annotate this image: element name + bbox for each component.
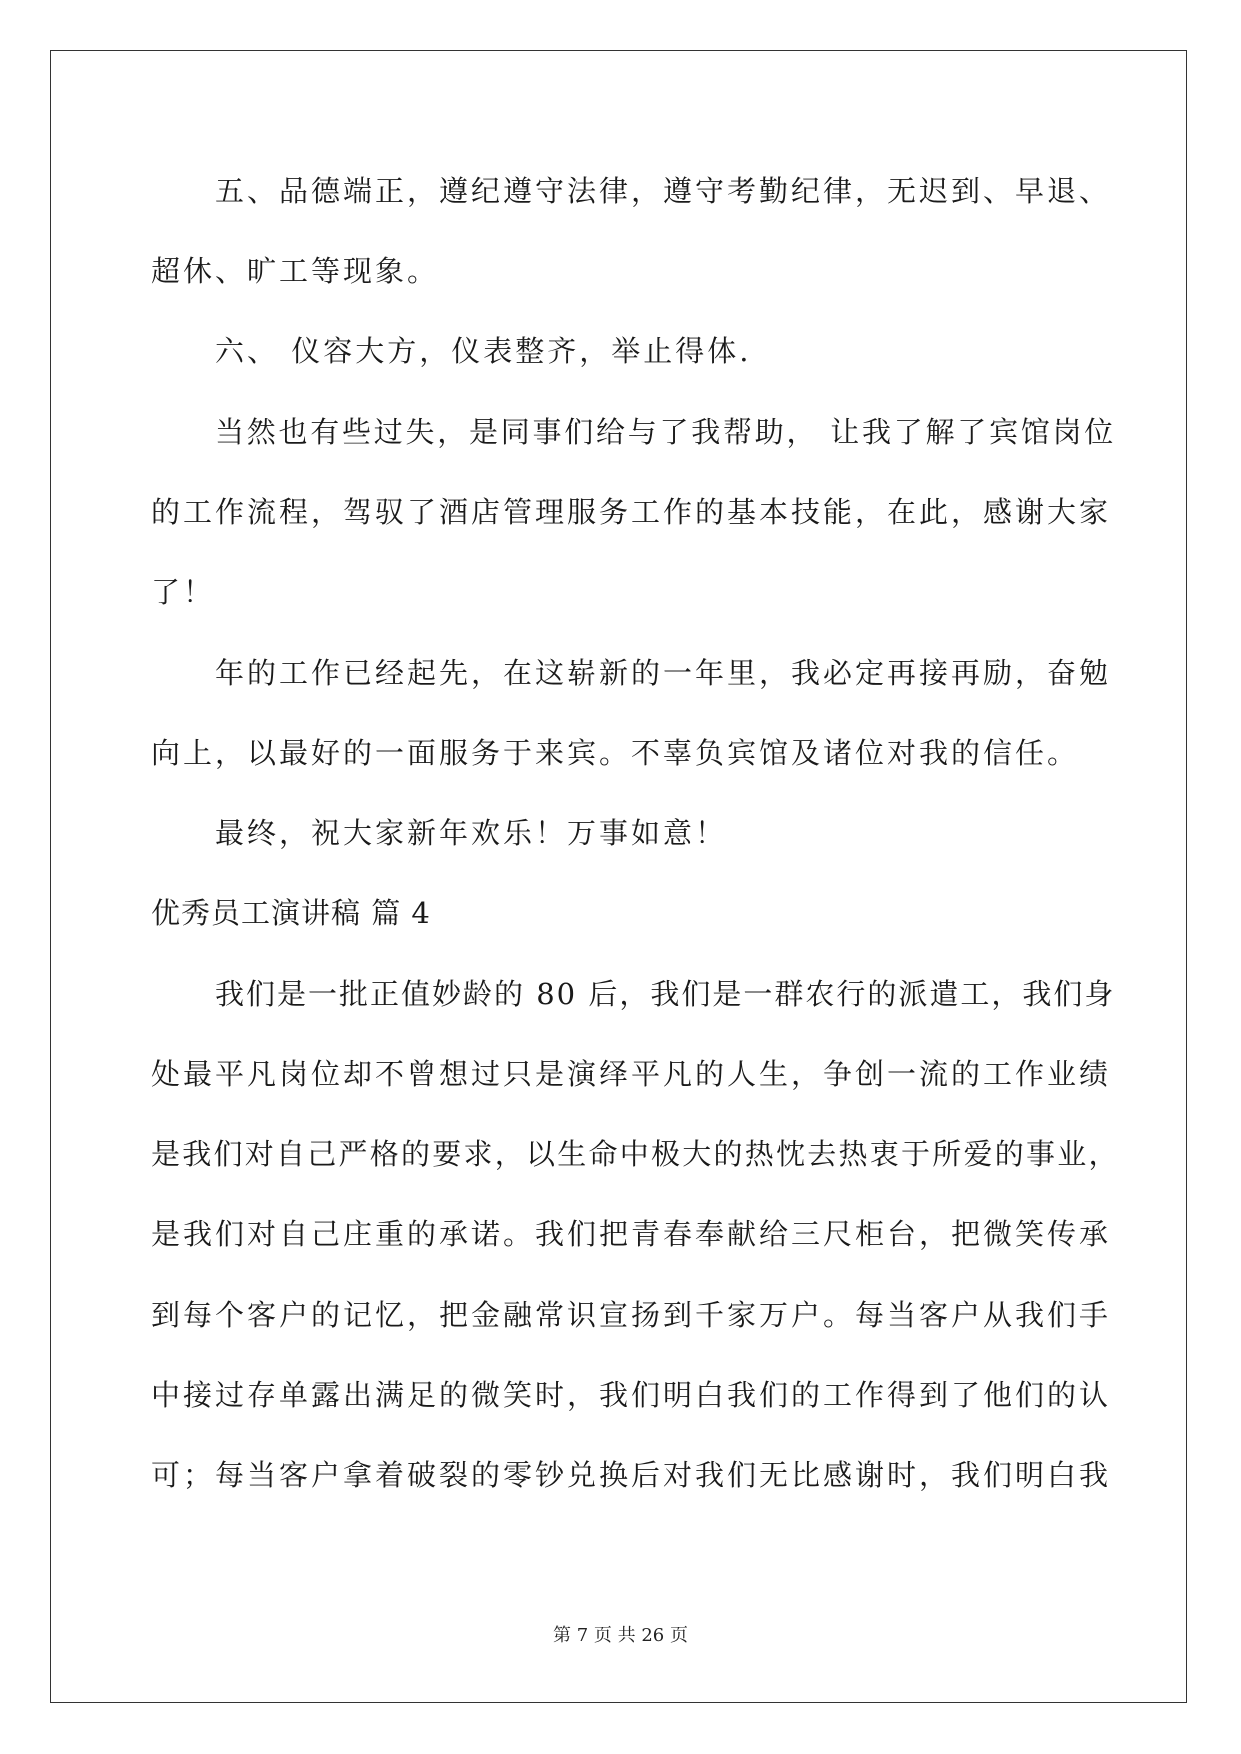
paragraph-line: 当然也有些过失，是同事们给与了我帮助， 让我了解了宾馆岗位 xyxy=(215,415,1116,449)
paragraph-line: 的工作流程，驾驭了酒店管理服务工作的基本技能，在此，感谢大家 xyxy=(151,495,1112,529)
paragraph-line: 我们是一批正值妙龄的 80 后，我们是一群农行的派遣工，我们身 xyxy=(215,977,1116,1011)
paragraph-line: 五、品德端正，遵纪遵守法律，遵守考勤纪律，无迟到、早退、 xyxy=(215,174,1112,208)
paragraph-line: 中接过存单露出满足的微笑时，我们明白我们的工作得到了他们的认 xyxy=(151,1378,1112,1412)
paragraph-line: 六、 仪容大方，仪表整齐，举止得体. xyxy=(215,334,752,368)
paragraph-line: 可；每当客户拿着破裂的零钞兑换后对我们无比感谢时，我们明白我 xyxy=(151,1458,1112,1492)
paragraph-line: 处最平凡岗位却不曾想过只是演绎平凡的人生，争创一流的工作业绩 xyxy=(151,1057,1112,1091)
page-number: 第 7 页 共 26 页 xyxy=(553,1625,688,1646)
paragraph-line: 年的工作已经起先，在这崭新的一年里，我必定再接再励，奋勉 xyxy=(215,656,1112,690)
paragraph-line: 最终，祝大家新年欢乐！万事如意！ xyxy=(215,816,728,850)
paragraph-line: 到每个客户的记忆，把金融常识宣扬到千家万户。每当客户从我们手 xyxy=(151,1298,1112,1332)
paragraph-line: 了！ xyxy=(151,575,216,609)
paragraph-line: 是我们对自己严格的要求，以生命中极大的热忱去热衷于所爱的事业， xyxy=(151,1137,1120,1171)
paragraph-line: 超休、旷工等现象。 xyxy=(151,254,440,288)
paragraph-line: 是我们对自己庄重的承诺。我们把青春奉献给三尺柜台，把微笑传承 xyxy=(151,1217,1112,1251)
paragraph-line: 向上，以最好的一面服务于来宾。不辜负宾馆及诸位对我的信任。 xyxy=(151,736,1080,770)
section-heading: 优秀员工演讲稿 篇 4 xyxy=(151,896,431,930)
